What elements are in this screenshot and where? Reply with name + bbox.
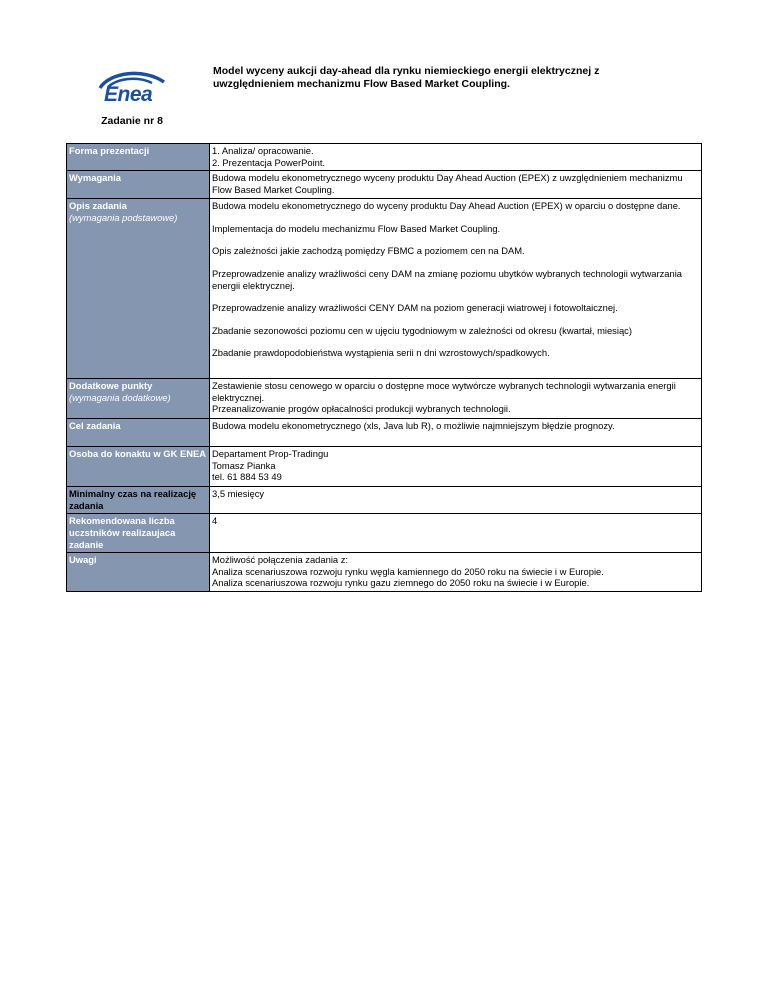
value-paragraph: Przeprowadzenie analizy wrażliwości ceny DAM na zmianę poziomu ubytków wybranych technologii wytwarzania energii elektrycznej. <box>212 267 682 291</box>
value-opis <box>210 199 702 379</box>
label-forma <box>67 144 210 171</box>
label-text: Rekomendowana liczba uczstników realizaujaca zadanie <box>69 515 176 550</box>
label-osoba <box>67 447 210 487</box>
value-paragraph: Zbadanie sezonowości poziomu cen w ujęciu tygodniowym w zależności od okresu (kwartał, miesiąc) <box>212 324 632 336</box>
value-paragraph: Zbadanie prawdopodobieństwa wystąpienia serii n dni wzrostowych/spadkowych. <box>212 347 550 359</box>
label-uwagi <box>67 553 210 592</box>
label-dodatkowe <box>67 379 210 419</box>
label-czas <box>67 487 210 514</box>
value-czas: 3,5 miesięcy <box>210 487 702 514</box>
label-opis <box>67 199 210 379</box>
label-text: Minimalny czas na realizację zadania <box>69 488 197 511</box>
value-line: Analiza scenariuszowa rozwoju rynku węgla kamiennego do 2050 roku na świecie i w Europie. <box>212 565 604 577</box>
value-uwagi <box>210 553 702 592</box>
value-paragraph: Implementacja do modelu mechanizmu Flow Based Market Coupling. <box>212 222 501 234</box>
row-dodatkowe <box>67 379 702 419</box>
value-line: Departament Prop-Tradingu <box>212 448 329 460</box>
label-text: Dodatkowe punkty <box>69 380 153 392</box>
label-subtext: (wymagania dodatkowe) <box>69 391 171 403</box>
enea-logo <box>92 70 178 106</box>
label-text: Uwagi <box>69 554 97 566</box>
value-paragraph: Budowa modelu ekonometrycznego do wyceny produktu Day Ahead Auction (EPEX) w oparciu o dostępne dane. <box>212 200 681 212</box>
row-liczba <box>67 514 702 553</box>
value-wymagania: Budowa modelu ekonometrycznego wyceny produktu Day Ahead Auction (EPEX) z uwzględnieniem mechanizmu Flow Based Market Coupling. <box>210 171 702 199</box>
task-form-table <box>66 143 702 592</box>
row-osoba <box>67 447 702 487</box>
value-dodatkowe <box>210 379 702 419</box>
value-liczba: 4 <box>210 514 702 553</box>
label-liczba <box>67 514 210 553</box>
value-line: tel. 61 884 53 49 <box>212 471 282 483</box>
value-line: Przeanalizowanie progów opłacalności produkcji wybranych technologii. <box>212 403 511 415</box>
value-paragraph: Przeprowadzenie analizy wrażliwości CENY DAM na poziom generacji wiatrowej i fotowoltaicznej. <box>212 302 618 314</box>
value-forma <box>210 144 702 171</box>
value-line: Możliwość połączenia zadania z: <box>212 554 349 566</box>
label-text: Opis zadania <box>69 200 127 212</box>
value-line: Analiza scenariuszowa rozwoju rynku gazu ziemnego do 2050 roku na świecie i w Europie. <box>212 577 590 589</box>
row-wymagania <box>67 171 702 199</box>
value-line: 1. Analiza/ opracowanie. <box>212 145 314 156</box>
logo-wordmark: Enea <box>104 83 153 106</box>
label-text: Cel zadania <box>69 420 121 432</box>
label-wymagania <box>67 171 210 199</box>
task-number: Zadanie nr 8 <box>101 115 163 127</box>
value-line: 2. Prezentacja PowerPoint. <box>212 156 326 168</box>
row-uwagi <box>67 553 702 592</box>
label-cel <box>67 419 210 447</box>
label-text: Osoba do konaktu w GK ENEA <box>69 448 206 460</box>
row-cel <box>67 419 702 447</box>
row-czas <box>67 487 702 514</box>
row-opis <box>67 199 702 379</box>
label-text: Wymagania <box>69 172 121 184</box>
value-line: Zestawienie stosu cenowego w oparciu o dostępne moce wytwórcze wybranych technologii wytwarzania energii elektrycznej. <box>212 380 676 403</box>
row-forma <box>67 144 702 171</box>
value-cel: Budowa modelu ekonometrycznego (xls, Java lub R), o możliwie najmniejszym błędzie prognozy. <box>210 419 702 447</box>
label-text: Forma prezentacji <box>69 145 150 156</box>
document-title: Model wyceny aukcji day-ahead dla rynku niemieckiego energii elektrycznej z uwzględnieniem mechanizmu Flow Based Market Coupling. <box>213 65 600 90</box>
value-osoba <box>210 447 702 487</box>
value-paragraph: Opis zależności jakie zachodzą pomiędzy FBMC a poziomem cen na DAM. <box>212 245 525 257</box>
label-subtext: (wymagania podstawowe) <box>69 211 178 223</box>
value-line: Tomasz Pianka <box>212 459 276 471</box>
